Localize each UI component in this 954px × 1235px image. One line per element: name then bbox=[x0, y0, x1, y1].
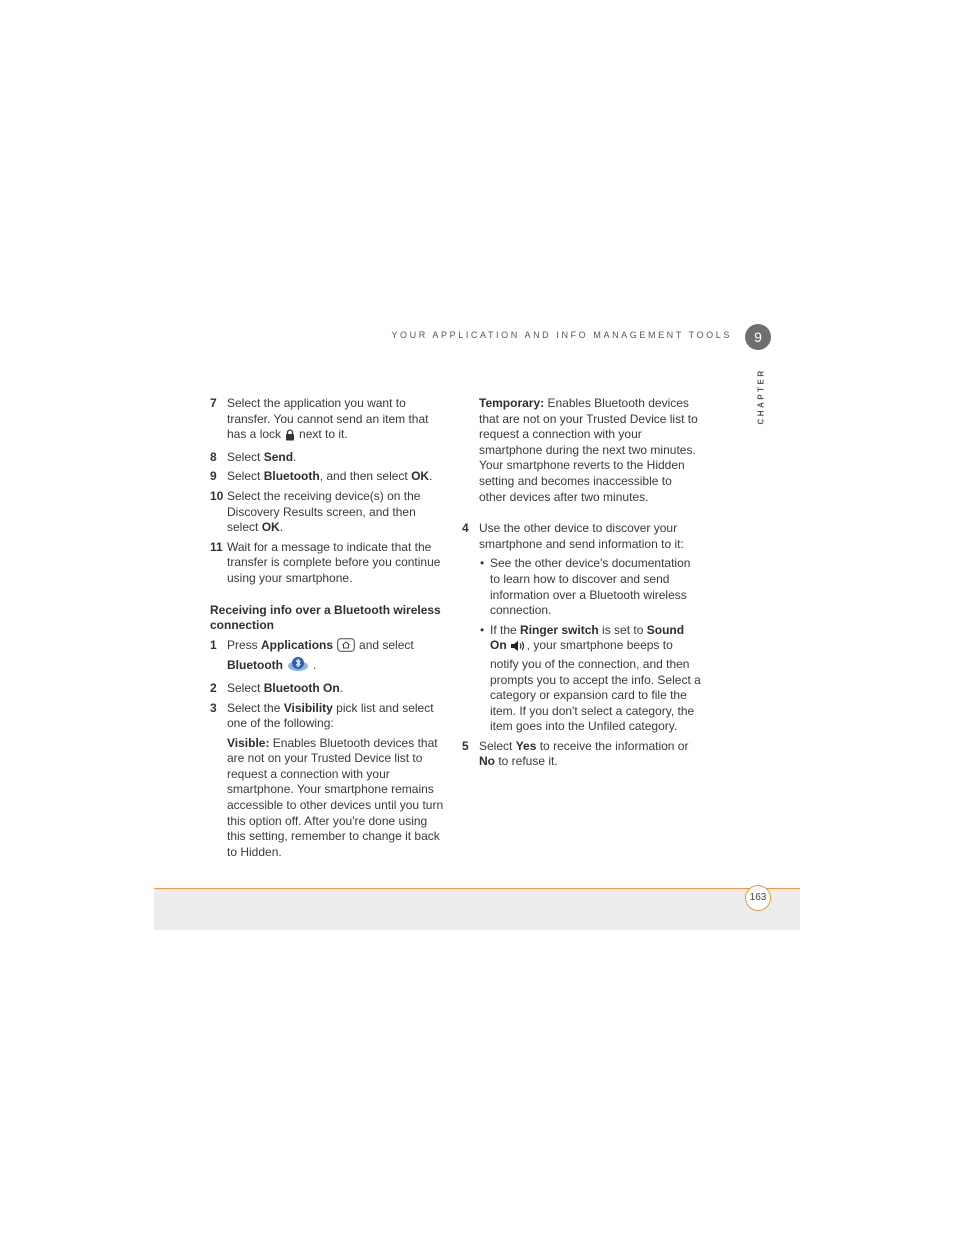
step-text: to receive the information or bbox=[536, 738, 689, 753]
applications-icon bbox=[337, 638, 355, 657]
step-text: next to it. bbox=[299, 427, 348, 442]
lock-icon bbox=[285, 429, 295, 446]
step-3 bbox=[210, 701, 448, 732]
ui-term: No bbox=[479, 754, 495, 769]
step-text: Select the receiving device(s) on the Discovery Results screen, and then select bbox=[227, 488, 421, 535]
ui-term: Applications bbox=[261, 637, 334, 652]
step-8 bbox=[210, 450, 448, 466]
option-label: Temporary: bbox=[479, 396, 545, 410]
step-text: pick list and select one of the following: bbox=[227, 700, 434, 731]
option-description: Enables Bluetooth devices that are not on your Trusted Device list to request a connection with your smartphone during the next two minutes. Your smartphone reverts to the Hidden setting and becomes inaccessible to other devices after two minutes. bbox=[479, 396, 698, 504]
step-number: 10 bbox=[210, 488, 224, 503]
step-2 bbox=[210, 681, 448, 697]
step-text: . bbox=[339, 680, 344, 695]
ui-term: OK bbox=[261, 520, 280, 535]
step-number: 7 bbox=[210, 396, 217, 410]
running-header: YOUR APPLICATION AND INFO MANAGEMENT TOOLS bbox=[391, 330, 732, 340]
ui-term: Ringer switch bbox=[520, 622, 599, 637]
step-text: . bbox=[313, 658, 317, 673]
step-text: Use the other device to discover your smartphone and send information to it: bbox=[479, 521, 684, 551]
step-number: 4 bbox=[462, 521, 469, 536]
ui-term: OK bbox=[411, 469, 430, 484]
option-visible bbox=[210, 736, 448, 861]
step-10 bbox=[210, 489, 448, 536]
step-text: Select bbox=[479, 738, 516, 753]
chapter-number-badge: 9 bbox=[745, 324, 771, 350]
option-label: Visible: bbox=[227, 735, 270, 750]
step-number: 2 bbox=[210, 680, 217, 695]
step-11 bbox=[210, 540, 448, 587]
step-9 bbox=[210, 469, 448, 485]
step-number: 1 bbox=[210, 637, 217, 652]
page-number: 163 bbox=[745, 885, 771, 911]
bluetooth-icon bbox=[287, 656, 309, 677]
bullet-dot: • bbox=[480, 622, 485, 637]
step-number: 8 bbox=[210, 449, 217, 464]
step-number: 3 bbox=[210, 700, 217, 715]
bullet-text: If the bbox=[490, 622, 521, 637]
step-4 bbox=[462, 521, 702, 552]
step-text: and select bbox=[359, 637, 414, 652]
bullet-text: , your smartphone beeps to notify you of the connection, and then prompts you to accept the info. Select a category or expansion card to file the item. If you don't select a category, the item goes into the Unfiled category. bbox=[490, 638, 701, 734]
ui-term: Bluetooth bbox=[227, 658, 283, 673]
ui-term: Yes bbox=[515, 738, 537, 753]
right-column bbox=[462, 396, 702, 774]
ui-term: Bluetooth bbox=[263, 469, 320, 484]
step-text: . bbox=[293, 449, 297, 464]
chapter-label: CHAPTER bbox=[756, 368, 766, 425]
step-text: Press bbox=[227, 637, 262, 652]
section-heading: Receiving info over a Bluetooth wireless connection bbox=[210, 602, 441, 633]
option-description: Enables Bluetooth devices that are not on your Trusted Device list to request a connection with your smartphone. Your smartphone remains accessible to other devices until you turn this option off. After you're done using this setting, remember to change it back to Hidden. bbox=[227, 735, 444, 859]
ui-term: Send bbox=[263, 449, 294, 464]
speaker-icon bbox=[510, 640, 526, 657]
step-number: 11 bbox=[210, 539, 223, 554]
step-text: Select the application you want to transfer. You cannot send an item that has a lock bbox=[227, 396, 429, 442]
bullet-dot: • bbox=[480, 556, 485, 571]
ui-term: Bluetooth On bbox=[263, 680, 340, 695]
ui-term: Visibility bbox=[283, 700, 333, 715]
bullet-text: See the other device's documentation to learn how to discover and send information over a Bluetooth wireless connection. bbox=[490, 556, 691, 618]
step-text: Select the bbox=[227, 700, 284, 715]
step-text: Select bbox=[227, 680, 264, 695]
step-number: 9 bbox=[210, 469, 217, 484]
bullet-item bbox=[462, 556, 702, 618]
step-text: . bbox=[279, 520, 284, 535]
option-temporary bbox=[462, 396, 702, 505]
step-text: Select bbox=[227, 469, 264, 484]
step-7 bbox=[210, 396, 448, 446]
footer-band bbox=[154, 889, 800, 930]
step-text: to refuse it. bbox=[495, 754, 558, 769]
ui-term: Sound On bbox=[490, 622, 685, 653]
step-number: 5 bbox=[462, 738, 469, 753]
bullet-item bbox=[462, 623, 702, 735]
left-column bbox=[210, 396, 448, 864]
bullet-text: is set to bbox=[598, 622, 647, 637]
step-text: Wait for a message to indicate that the transfer is complete before you continue using your smartphone. bbox=[227, 539, 441, 585]
step-1 bbox=[210, 638, 448, 677]
step-text: , and then select bbox=[319, 469, 412, 484]
step-text: . bbox=[429, 469, 433, 484]
step-text: Select bbox=[227, 449, 264, 464]
step-5 bbox=[462, 739, 702, 770]
